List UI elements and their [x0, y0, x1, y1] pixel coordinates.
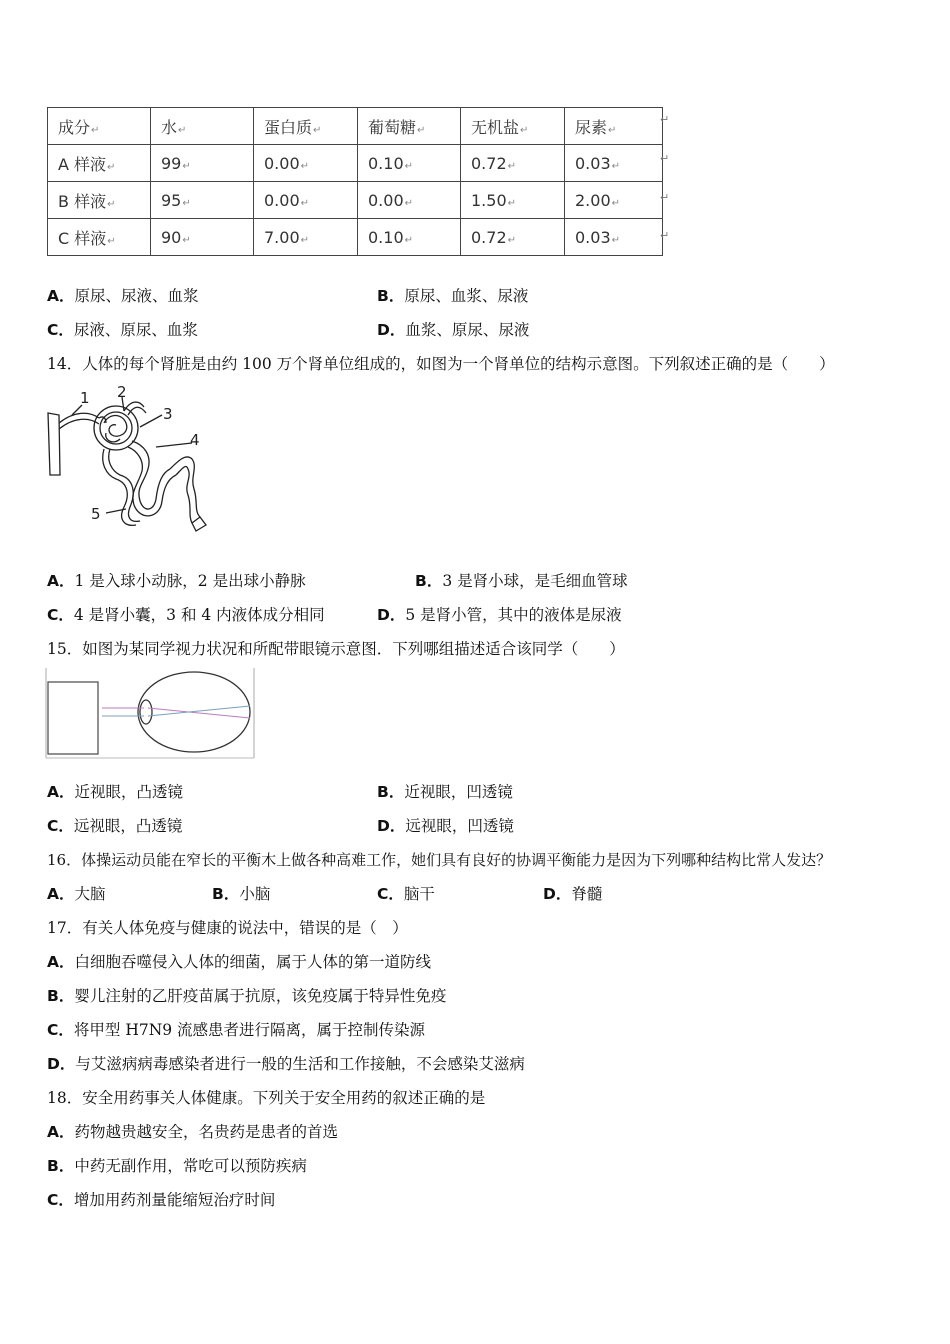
table-header-row: 成分↵ 水↵ 蛋白质↵ 葡萄糖↵ 无机盐↵ 尿素↵: [48, 108, 663, 145]
q14-stem: 14．人体的每个肾脏是由约 100 万个肾单位组成的，如图为一个肾单位的结构示意图。下列叙述正确的是（ ）: [47, 355, 835, 373]
table-header-cell: 葡萄糖: [368, 117, 417, 137]
nephron-diagram: [44, 383, 214, 543]
q17-option-b: B．婴儿注射的乙肝疫苗属于抗原，该免疫属于特异性免疫: [47, 987, 447, 1005]
table-header-cell: 无机盐: [471, 117, 520, 137]
q13-option-a: A．原尿、尿液、血浆: [47, 287, 199, 305]
q17-option-c: C．将甲型 H7N9 流感患者进行隔离，属于控制传染源: [47, 1021, 426, 1039]
table-cell: 0.03: [575, 227, 611, 247]
table-cell: 0.72: [471, 153, 507, 173]
table-cell: 99: [161, 153, 182, 173]
vessel-1: [48, 413, 60, 475]
q14-option-a: A．1 是入球小动脉，2 是出球小静脉: [47, 572, 306, 590]
table-cell: 0.00: [368, 190, 404, 210]
table-cell: 0.10: [368, 153, 404, 173]
row-mark: ↵: [660, 229, 670, 242]
table-cell: 7.00: [264, 227, 300, 247]
eye-lens-diagram: [44, 668, 256, 760]
q15-option-a: A．近视眼，凸透镜: [47, 783, 184, 801]
table-row: B 样液↵ 95↵ 0.00↵ 0.00↵ 1.50↵ 2.00↵: [48, 182, 663, 219]
row-mark: ↵: [660, 152, 670, 165]
table-cell: 95: [161, 190, 182, 210]
q17-option-a: A．白细胞吞噬侵入人体的细菌，属于人体的第一道防线: [47, 953, 432, 971]
nephron-label-5: 5: [91, 505, 101, 523]
q14-option-c: C．4 是肾小囊，3 和 4 内液体成分相同: [47, 606, 325, 624]
nephron-label-2: 2: [117, 383, 127, 401]
table-header-cell: 蛋白质: [264, 117, 313, 137]
row-mark: ↵: [660, 191, 670, 204]
table-cell: 0.00: [264, 153, 300, 173]
q13-option-d: D．血浆、原尿、尿液: [377, 321, 530, 339]
table-header-cell: 成分: [58, 117, 91, 137]
table-cell: A 样液: [58, 154, 107, 174]
q18-option-b: B．中药无副作用，常吃可以预防疾病: [47, 1157, 307, 1175]
q18-stem: 18．安全用药事关人体健康。下列关于安全用药的叙述正确的是: [47, 1089, 486, 1107]
table-row: A 样液↵ 99↵ 0.00↵ 0.10↵ 0.72↵ 0.03↵: [48, 145, 663, 182]
q17-stem: 17．有关人体免疫与健康的说法中，错误的是（ ）: [47, 919, 408, 937]
table-cell: 0.10: [368, 227, 404, 247]
q16-option-a: A．大脑: [47, 885, 106, 903]
q14-option-d: D．5 是肾小管，其中的液体是尿液: [377, 606, 622, 624]
composition-table: [47, 107, 663, 256]
table-cell: 0.72: [471, 227, 507, 247]
row-mark: ↵: [660, 113, 670, 126]
eye-lens: [140, 700, 152, 724]
q16-option-b: B．小脑: [212, 885, 271, 903]
q16-option-c: C．脑干: [377, 885, 435, 903]
eyeball: [138, 672, 250, 752]
nephron-label-3: 3: [163, 405, 173, 423]
table-header-cell: 水: [161, 117, 178, 137]
table-row: C 样液↵ 90↵ 7.00↵ 0.10↵ 0.72↵ 0.03↵: [48, 219, 663, 256]
nephron-label-1: 1: [80, 389, 90, 407]
q15-option-b: B．近视眼，凹透镜: [377, 783, 513, 801]
q18-option-a: A．药物越贵越安全，名贵药是患者的首选: [47, 1123, 339, 1141]
q18-option-c: C．增加用药剂量能缩短治疗时间: [47, 1191, 276, 1209]
q16-stem: 16．体操运动员能在窄长的平衡木上做各种高难工作，她们具有良好的协调平衡能力是因为下列哪种结构比常人发达？: [47, 851, 832, 869]
eye-chart-box: [48, 682, 98, 754]
table-cell: 0.00: [264, 190, 300, 210]
q15-stem: 15．如图为某同学视力状况和所配带眼镜示意图．下列哪组描述适合该同学（ ）: [47, 640, 625, 658]
table-cell: 2.00: [575, 190, 611, 210]
table-cell: 90: [161, 227, 182, 247]
table-cell: B 样液: [58, 191, 107, 211]
nephron-label-4: 4: [190, 431, 200, 449]
q16-option-d: D．脊髓: [543, 885, 603, 903]
table-header-cell: 尿素: [575, 117, 608, 137]
table-cell: 1.50: [471, 190, 507, 210]
q14-option-b: B．3 是肾小球，是毛细血管球: [415, 572, 628, 590]
table-cell: 0.03: [575, 153, 611, 173]
table-cell: C 样液: [58, 228, 107, 248]
q17-option-d: D．与艾滋病病毒感染者进行一般的生活和工作接触，不会感染艾滋病: [47, 1055, 525, 1073]
q15-option-d: D．远视眼，凹透镜: [377, 817, 514, 835]
q15-option-c: C．远视眼，凸透镜: [47, 817, 183, 835]
q13-option-c: C．尿液、原尿、血浆: [47, 321, 198, 339]
q13-option-b: B．原尿、血浆、尿液: [377, 287, 529, 305]
